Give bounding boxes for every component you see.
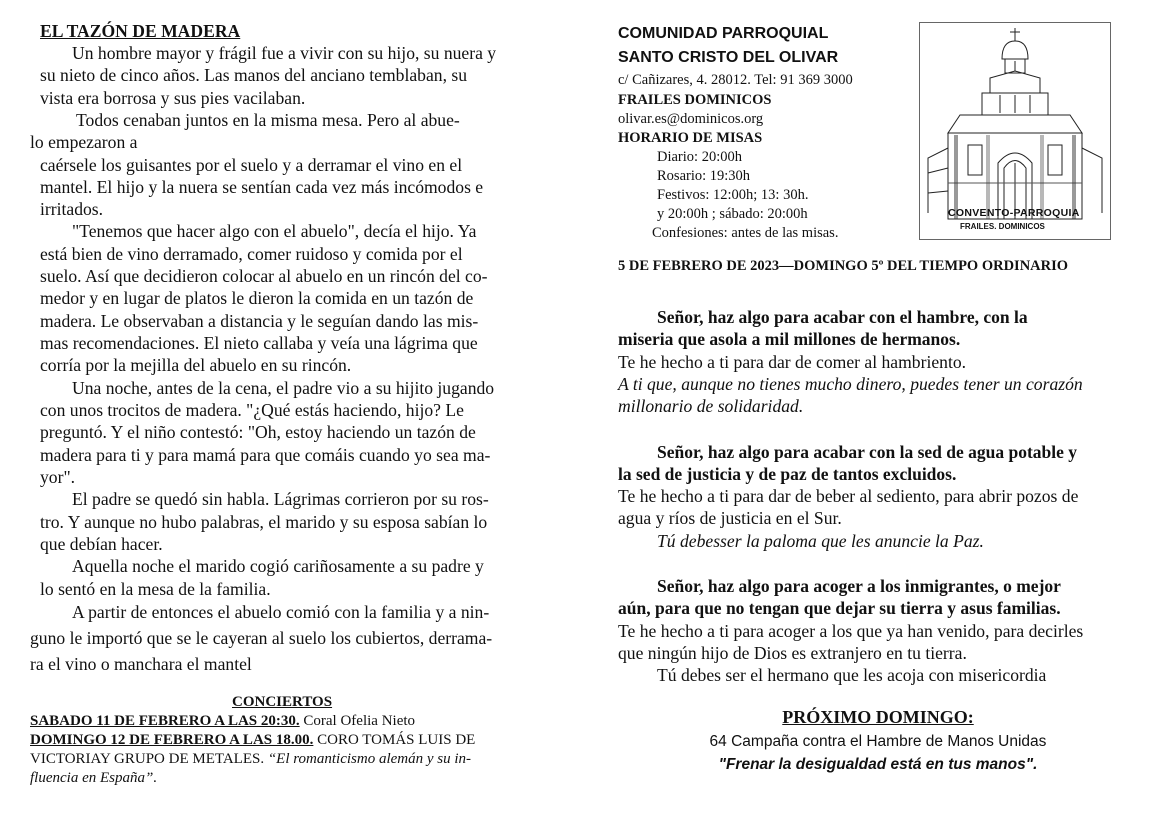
prayer-heading: Señor, haz algo para acoger a los inmigrantes, o mejor xyxy=(657,576,1061,596)
story-line: irritados. xyxy=(40,199,104,219)
campaign-motto: "Frenar la desigualdad está en tus manos". xyxy=(718,756,1038,773)
concerts-title: CONCIERTOS xyxy=(232,694,333,710)
mass-time: Rosario: 19:30h xyxy=(657,168,751,184)
story-line: medor y en lugar de platos le dieron la comida en un tazón de xyxy=(40,288,474,308)
concert-desc-italic: fluencia en España”. xyxy=(30,770,158,786)
prayer-text: Te he hecho a ti para dar de comer al hambriento. xyxy=(618,352,967,372)
story-line: preguntó. Y el niño contestó: "Oh, estoy haciendo un tazón de xyxy=(40,422,476,442)
story-title: EL TAZÓN DE MADERA xyxy=(40,21,241,41)
story-line: mantel. El hijo y la nuera se sentían cada vez más incómodos e xyxy=(40,177,484,197)
concert-desc-italic: “El romanticismo alemán y su in- xyxy=(267,751,472,767)
prayer-italic: Tú debesser la paloma que les anuncie la Paz. xyxy=(657,531,984,551)
concert-item xyxy=(30,712,415,731)
story-line: yor". xyxy=(40,467,76,487)
story-line: Una noche, antes de la cena, el padre vio a su hijito jugando xyxy=(72,378,495,398)
prayer-text: Tú debes ser el hermano que les acoja con misericordia xyxy=(657,665,1047,685)
story-line: Un hombre mayor y frágil fue a vivir con su hijo, su nuera y xyxy=(72,43,497,63)
concert-date: SABADO 11 DE FEBRERO A LAS 20:30. xyxy=(30,713,300,729)
confessions-note: Confesiones: antes de las misas. xyxy=(652,225,839,241)
story-line: "Tenemos que hacer algo con el abuelo", decía el hijo. Ya xyxy=(72,221,477,241)
story-line: suelo. Así que decidieron colocar al abuelo en un rincón del co- xyxy=(40,266,488,286)
prayer-text: Te he hecho a ti para acoger a los que ya han venido, para decirles xyxy=(618,621,1084,641)
concert-date: DOMINGO 12 DE FEBRERO A LAS 18.00. xyxy=(30,732,314,748)
story-line: El padre se quedó sin habla. Lágrimas corrieron por su ros- xyxy=(72,489,489,509)
mass-schedule-title: HORARIO DE MISAS xyxy=(618,130,763,146)
mass-time: Festivos: 12:00h; 13: 30h. xyxy=(657,187,809,203)
friars-label: FRAILES DOMINICOS xyxy=(618,92,772,108)
prayer-heading: Señor, haz algo para acabar con la sed de agua potable y xyxy=(657,442,1078,462)
story-line: madera. Le observaban a distancia y le seguían dando las mis- xyxy=(40,311,479,331)
concert-desc: Coral Ofelia Nieto xyxy=(299,713,416,729)
prayer-italic: A ti que, aunque no tienes mucho dinero, puedes tener un corazón xyxy=(618,374,1083,394)
story-line: vista era borrosa y sus pies vacilaban. xyxy=(40,88,306,108)
campaign-line: 64 Campaña contra el Hambre de Manos Unidas xyxy=(709,733,1047,750)
story-line: su nieto de cinco años. Las manos del anciano temblaban, su xyxy=(40,65,468,85)
concert-desc: VICTORIAY GRUPO DE METALES. xyxy=(30,751,268,767)
prayer-heading: aún, para que no tengan que dejar su tierra y asus familias. xyxy=(618,598,1061,618)
story-line: corría por la mejilla del abuelo en su rincón. xyxy=(40,355,352,375)
story-line: tro. Y aunque no hubo palabras, el marido y su esposa sabían lo xyxy=(40,512,488,532)
next-sunday-title: PRÓXIMO DOMINGO: xyxy=(782,707,974,727)
parish-address: c/ Cañizares, 4. 28012. Tel: 91 369 3000 xyxy=(618,72,853,88)
parish-email[interactable]: olivar.es@dominicos.org xyxy=(618,111,764,127)
mass-time: y 20:00h ; sábado: 20:00h xyxy=(657,206,808,222)
prayer-heading: la sed de justicia y de paz de tantos excluidos. xyxy=(618,464,957,484)
story-line: lo empezaron a xyxy=(30,132,138,152)
prayer-heading: Señor, haz algo para acabar con el hambre, con la xyxy=(657,307,1028,327)
prayer-heading: miseria que asola a mil millones de hermanos. xyxy=(618,329,961,349)
story-line: está bien de vino derramado, comer ruidoso y comida por el xyxy=(40,244,463,264)
prayer-text: agua y ríos de justicia en el Sur. xyxy=(618,508,842,528)
parish-name-line1: COMUNIDAD PARROQUIAL xyxy=(618,25,829,42)
story-line: Aquella noche el marido cogió cariñosamente a su padre y xyxy=(72,556,484,576)
prayer-text: que ningún hijo de Dios es extranjero en tu tierra. xyxy=(618,643,967,663)
story-line: guno le importó que se le cayeran al suelo los cubiertos, derrama- xyxy=(30,628,493,648)
story-line: mas recomendaciones. El nieto callaba y veía una lágrima que xyxy=(40,333,478,353)
story-line: madera para ti y para mamá para que comáis cuando yo sea ma- xyxy=(40,445,491,465)
story-line: con unos trocitos de madera. "¿Qué estás haciendo, hijo? Le xyxy=(40,400,464,420)
concert-desc-line xyxy=(30,750,471,769)
story-line: caérsele los guisantes por el suelo y a derramar el vino en el xyxy=(40,155,463,175)
mass-time: Diario: 20:00h xyxy=(657,149,742,165)
church-drawing xyxy=(919,22,1111,240)
logo-subcaption: FRAILES. DOMINICOS xyxy=(960,222,1045,231)
story-line: ra el vino o manchara el mantel xyxy=(30,654,252,674)
story-line: que debían hacer. xyxy=(40,534,163,554)
logo-caption: CONVENTO-PARROQUIA xyxy=(948,207,1080,219)
story-line: lo sentó en la mesa de la familia. xyxy=(40,579,271,599)
prayer-text: Te he hecho a ti para dar de beber al sediento, para abrir pozos de xyxy=(618,486,1079,506)
parish-name-line2: SANTO CRISTO DEL OLIVAR xyxy=(618,49,839,66)
story-line: A partir de entonces el abuelo comió con la familia y a nin- xyxy=(72,602,490,622)
liturgical-date: 5 DE FEBRERO DE 2023—DOMINGO 5º DEL TIEMPO ORDINARIO xyxy=(618,258,1069,274)
prayer-italic: millonario de solidaridad. xyxy=(618,396,804,416)
concert-desc: CORO TOMÁS LUIS DE xyxy=(313,732,476,748)
story-line: Todos cenaban juntos en la misma mesa. Pero al abue- xyxy=(76,110,460,130)
concert-item xyxy=(30,731,475,750)
